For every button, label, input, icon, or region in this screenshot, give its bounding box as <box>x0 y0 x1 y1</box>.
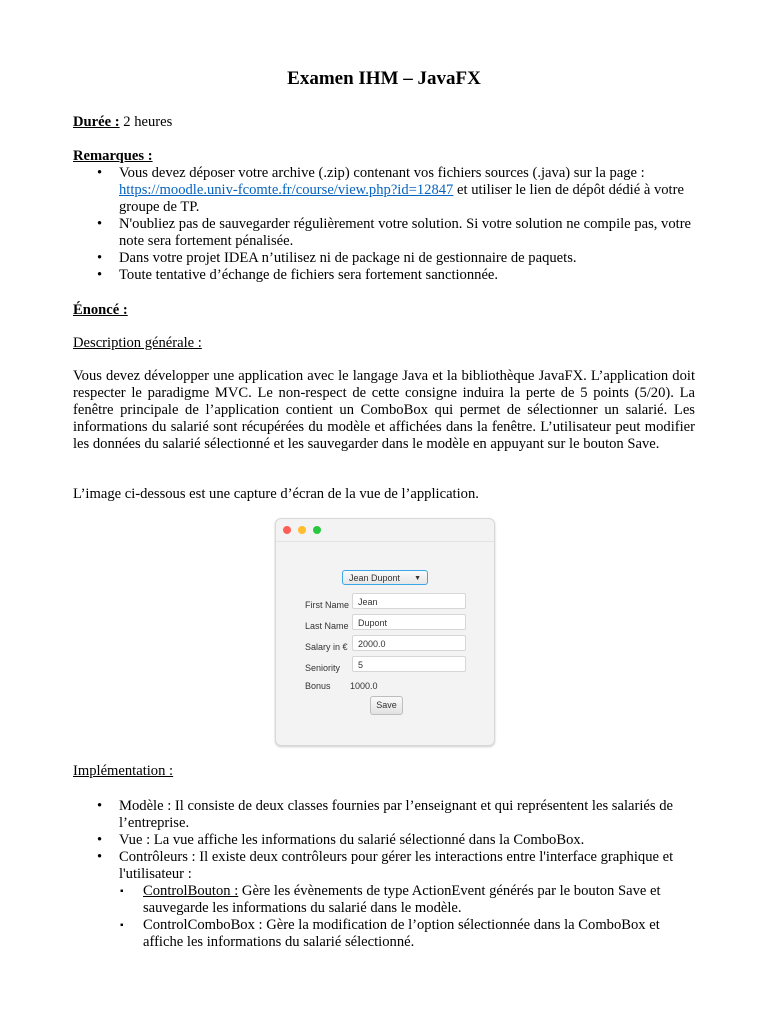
controller-name: ControlBouton : <box>143 883 239 899</box>
maximize-dot-icon <box>313 526 321 534</box>
implementation-label: Implémentation : <box>73 763 174 779</box>
remark-text: Vous devez déposer votre archive (.zip) contenant vos fichiers sources (.java) sur la page : <box>119 165 645 181</box>
remark-item: • Toute tentative d’échange de fichiers sera fortement sanctionnée. <box>73 267 695 284</box>
seniority-field: 5 <box>352 656 466 672</box>
implementation-item: • Modèle : Il consiste de deux classes fournies par l’enseignant et qui représentent les salariés de l’entreprise. <box>73 798 695 832</box>
description-paragraph: Vous devez développer une application avec le langage Java et la bibliothèque JavaFX. L’application doit respecter le paradigme MVC. Le non-respect de cette consigne induira la perte de 5 points (5/20). La fenêtre principale de l’application contient un ComboBox qui permet de sélectionner un salarié. Les informations du salarié sont récupérées du modèle et affichées dans la fenêtre. L’utilisateur peut modifier les données du salarié sélectionné et les sauvegarder dans le modèle en appuyant sur le bouton Save. <box>73 368 695 452</box>
remarks-section <box>73 148 695 284</box>
remark-text: et utiliser le lien de dépôt dédié à votre groupe de TP. <box>119 182 684 215</box>
description-label: Description générale : <box>73 335 202 351</box>
description-heading <box>73 335 695 352</box>
remarks-heading: Remarques : <box>73 148 153 164</box>
remark-item: • N'oubliez pas de sauvegarder régulièrement votre solution. Si votre solution ne compile pas, votre note sera fortement pénalisée. <box>73 216 695 250</box>
window-titlebar <box>276 519 494 542</box>
save-button: Save <box>370 696 403 715</box>
controller-name: ControlComboBox <box>143 917 255 933</box>
minimize-dot-icon <box>298 526 306 534</box>
document-title: Examen IHM – JavaFX <box>287 68 481 89</box>
first-name-field: Jean <box>352 593 466 609</box>
chevron-down-icon: ▼ <box>414 575 421 582</box>
bonus-label: Bonus <box>305 681 331 691</box>
duration <box>73 114 695 131</box>
controller-desc: Gère les évènements de type ActionEvent générés par le bouton Save et sauvegarde les informations du salarié dans le modèle. <box>143 883 661 916</box>
controller-item <box>73 883 695 917</box>
seniority-label: Seniority <box>305 663 341 673</box>
duration-value: 2 heures <box>119 114 173 130</box>
salary-field: 2000.0 <box>352 635 466 651</box>
remark-item: • Dans votre projet IDEA n’utilisez ni de package ni de gestionnaire de paquets. <box>73 250 695 267</box>
salary-label: Salary in € <box>305 642 348 652</box>
combo-value: Jean Dupont <box>349 573 401 583</box>
controller-desc: : Gère la modification de l’option sélectionnée dans la ComboBox et affiche les informations du salarié sélectionné. <box>143 917 660 950</box>
last-name-label: Last Name <box>305 621 349 631</box>
implementation-item: • Contrôleurs : Il existe deux contrôleurs pour gérer les interactions entre l'interface graphique et l'utilisateur : <box>73 849 695 883</box>
implementation-heading <box>73 763 695 780</box>
statement-label: Énoncé : <box>73 302 128 318</box>
app-screenshot <box>275 518 495 746</box>
duration-label: Durée : <box>73 114 120 130</box>
last-name-field: Dupont <box>352 614 466 630</box>
moodle-link[interactable]: https://moodle.univ-fcomte.fr/course/view.php?id=12847 <box>119 182 454 198</box>
employee-combobox <box>342 570 428 585</box>
implementation-list <box>73 798 695 951</box>
close-dot-icon <box>283 526 291 534</box>
controller-item <box>73 917 695 951</box>
image-caption: L’image ci-dessous est une capture d’écran de la vue de l’application. <box>73 486 479 502</box>
remark-item <box>73 165 695 216</box>
statement-heading <box>73 302 695 319</box>
implementation-item: • Vue : La vue affiche les informations du salarié sélectionné dans la ComboBox. <box>73 832 695 849</box>
first-name-label: First Name <box>305 600 350 610</box>
bonus-value: 1000.0 <box>350 681 378 691</box>
